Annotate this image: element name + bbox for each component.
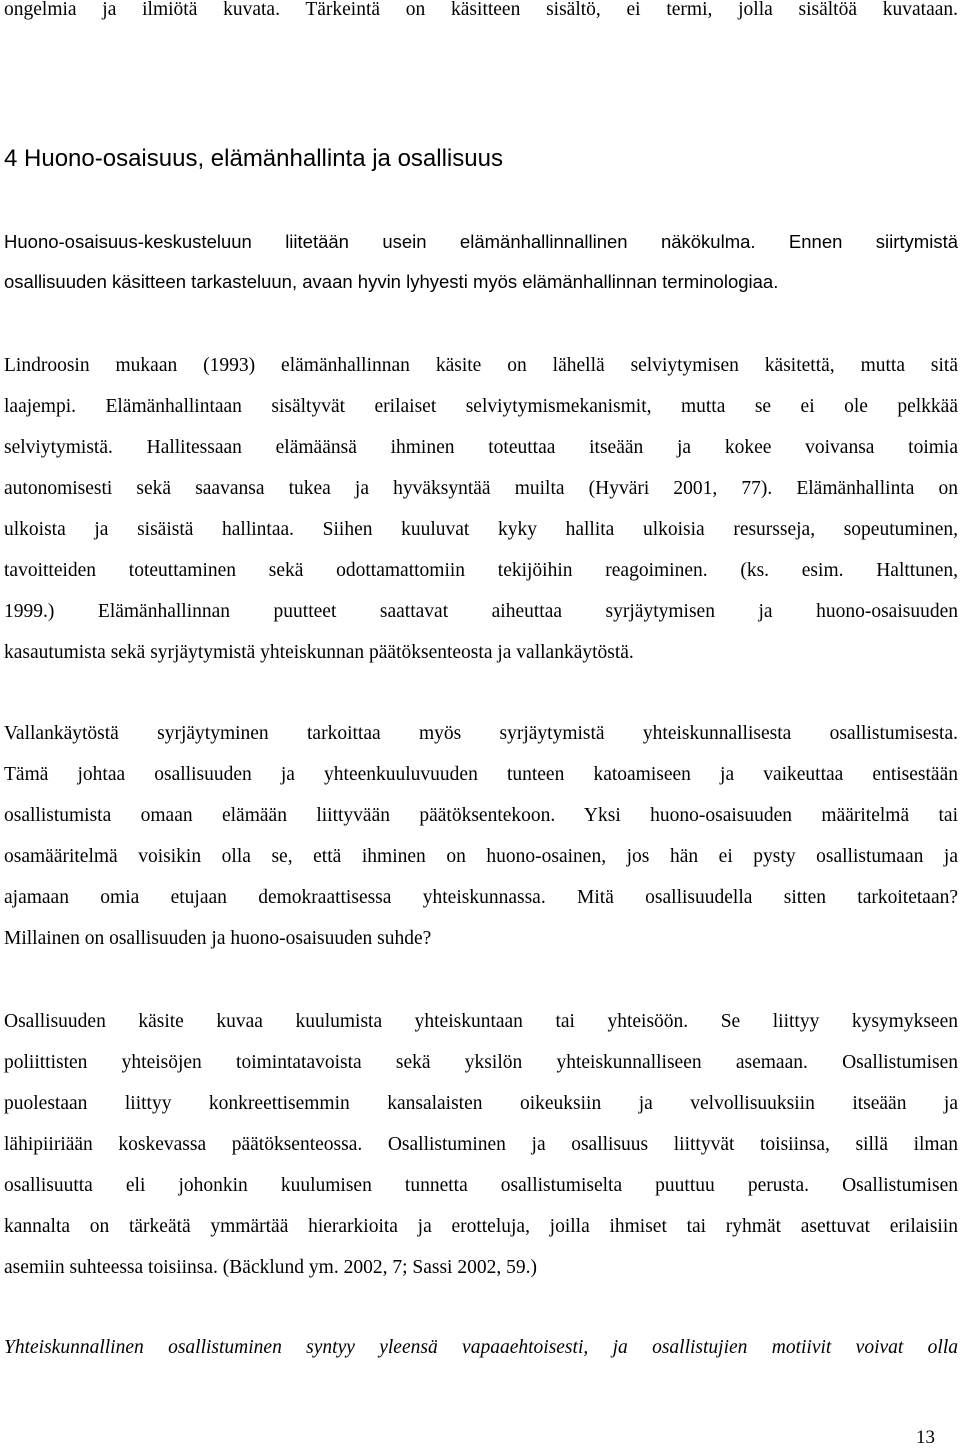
text-line: asemiin suhteessa toisiinsa. (Bäcklund ym. 2002, 7; Sassi 2002, 59.) (4, 1257, 537, 1278)
text-line: lähipiiriään koskevassa päätöksenteossa. Osallistuminen ja osallisuus liittyvät toisiinsa, sillä ilman (4, 1134, 958, 1155)
text-line: kannalta on tärkeätä ymmärtää hierarkioita ja erotteluja, joilla ihmiset tai ryhmät asettuvat erilaisiin (4, 1216, 958, 1237)
italic-subheading: Yhteiskunnallinen osallistuminen syntyy yleensä vapaaehtoisesti, ja osallistujien motiivit voivat olla (4, 1337, 958, 1358)
text-line: laajempi. Elämänhallintaan sisältyvät erilaiset selviytymismekanismit, mutta se ei ole pelkkää (4, 396, 958, 417)
page-number: 13 (916, 1427, 935, 1448)
text-line: osallistumista omaan elämään liittyvään päätöksentekoon. Yksi huono-osaisuuden määritelmä tai (4, 805, 958, 826)
text-line: Tämä johtaa osallisuuden ja yhteenkuuluvuuden tunteen katoamiseen ja vaikeuttaa entisestään (4, 764, 958, 785)
text-line: Osallisuuden käsite kuvaa kuulumista yhteiskuntaan tai yhteisöön. Se liittyy kysymykseen (4, 1011, 958, 1032)
text-line: tavoitteiden toteuttaminen sekä odottamattomiin tekijöihin reagoiminen. (ks. esim. Halttunen, (4, 560, 958, 581)
text-line: autonomisesti sekä saavansa tukea ja hyväksyntää muilta (Hyväri 2001, 77). Elämänhallinta on (4, 478, 958, 499)
text-line: Huono-osaisuus-keskusteluun liitetään usein elämänhallinnallinen näkökulma. Ennen siirtymistä (4, 231, 958, 252)
text-line: 1999.) Elämänhallinnan puutteet saattavat aiheuttaa syrjäytymisen ja huono-osaisuuden (4, 601, 958, 622)
text-line: Vallankäytöstä syrjäytyminen tarkoittaa myös syrjäytymistä yhteiskunnallisesta osallistumisesta. (4, 723, 958, 744)
text-line: puolestaan liittyy konkreettisemmin kansalaisten oikeuksiin ja velvollisuuksiin itseään ja (4, 1093, 958, 1114)
text-line: kasautumista sekä syrjäytymistä yhteiskunnan päätöksenteosta ja vallankäytöstä. (4, 642, 634, 663)
text-line: poliittisten yhteisöjen toimintatavoista sekä yksilön yhteiskunnalliseen asemaan. Osallistumisen (4, 1052, 958, 1073)
text-line: osamääritelmä voisikin olla se, että ihminen on huono-osainen, jos hän ei pysty osallistumaan ja (4, 846, 958, 867)
text-line: ongelmia ja ilmiötä kuvata. Tärkeintä on käsitteen sisältö, ei termi, jolla sisältöä kuvataan. (4, 0, 958, 20)
text-line: osallisuutta eli johonkin kuulumisen tunnetta osallistumiselta puuttuu perusta. Osallistumisen (4, 1175, 958, 1196)
text-line: ajamaan omia etujaan demokraattisessa yhteiskunnassa. Mitä osallisuudella sitten tarkoitetaan? (4, 887, 958, 908)
text-line: ulkoista ja sisäistä hallintaa. Siihen kuuluvat kyky hallita ulkoisia resursseja, sopeutuminen, (4, 519, 958, 540)
text-line: Millainen on osallisuuden ja huono-osaisuuden suhde? (4, 928, 432, 949)
section-heading: 4 Huono-osaisuus, elämänhallinta ja osallisuus (4, 145, 503, 172)
text-line: selviytymistä. Hallitessaan elämäänsä ihminen toteuttaa itseään ja kokee voivansa toimia (4, 437, 958, 458)
text-line: osallisuuden käsitteen tarkasteluun, avaan hyvin lyhyesti myös elämänhallinnan terminologiaa. (4, 271, 779, 292)
text-line: Lindroosin mukaan (1993) elämänhallinnan käsite on lähellä selviytymisen käsitettä, mutta sitä (4, 355, 958, 376)
